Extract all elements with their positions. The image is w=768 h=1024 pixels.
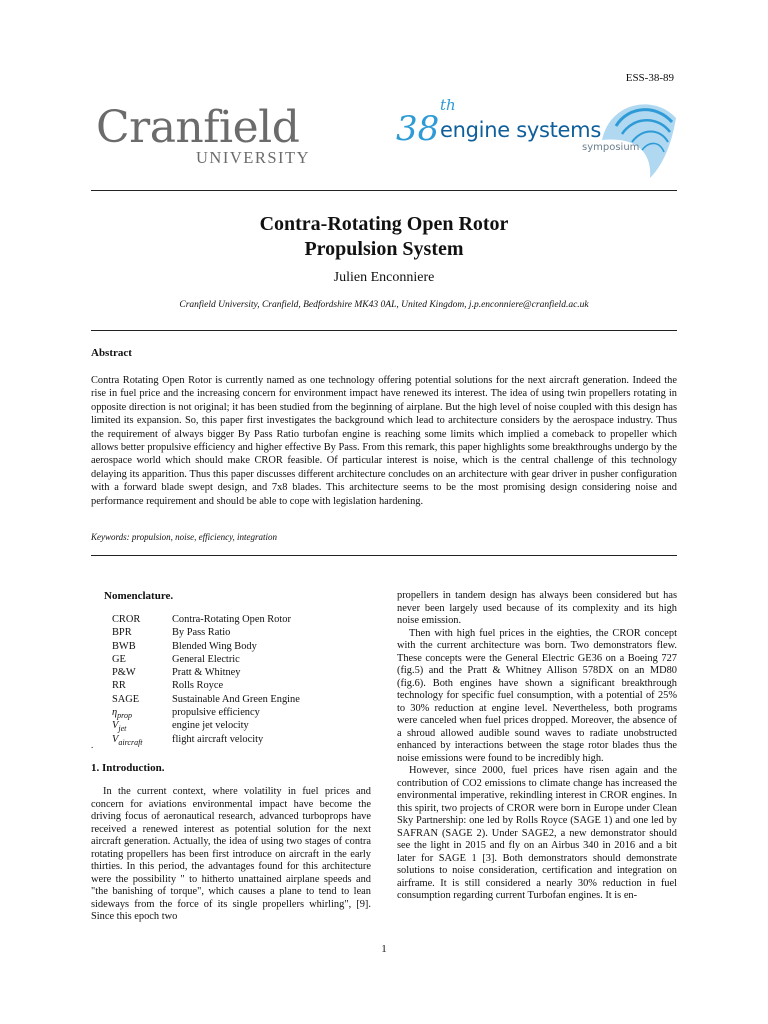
paper-title-line-2: Propulsion System — [304, 238, 464, 260]
symposium-title: engine systems — [440, 118, 601, 142]
symbol-base: V — [112, 733, 119, 745]
nomenclature-definition: Sustainable And Green Engine — [172, 693, 300, 705]
nomenclature-row — [112, 706, 372, 719]
engine-systems-symposium-logo — [396, 96, 678, 180]
symbol-subscript: aircraft — [118, 737, 143, 747]
introduction-heading: 1. Introduction. — [91, 762, 165, 774]
nomenclature-symbol — [112, 679, 172, 692]
symbol-subscript: jet — [118, 724, 127, 734]
left-column-text — [91, 786, 371, 924]
university-wordmark: UNIVERSITY — [196, 148, 310, 167]
nomenclature-heading: Nomenclature. — [104, 590, 174, 602]
nomenclature-symbol — [112, 733, 172, 746]
nomenclature-list — [112, 613, 372, 746]
intro-paragraph: In the current context, where volatility in fuel prices and concern for aviations environmental impact have become the driving focus of aeronautical research, advanced turboprops have received a renewed interest as potential solution for the next aircraft generation. Actually, the idea of using two stages of contra rotating propellers has been first introduce on aircraft in the early thirties. In this period, the advantages found for this architecture were the possibility " to hitherto unattained airplane speeds and "the banishing of torque", which causes a plane to tend to lean sideways from the force of its single propellers whirling", [9]. Since this epoch two — [91, 786, 371, 922]
author-name: Julien Enconniere — [333, 270, 435, 285]
nomenclature-symbol — [112, 653, 172, 666]
intro-paragraph: Then with high fuel prices in the eighties, the CROR concept with the current architecture was born. Two demonstrators flew. These concepts were the General Electric GE36 on a Boeing 727 (fig.5) and the Pratt & Whitney Allison 578DX on an MD80 (fig.6). Both engines have shown a significant breakthrough technology for specific fuel consumption, with a potential of 25% to 30% reduction at engine level. Nevertheless, both programs were canceled when fuel prices dropped. Moreover, the absence of a shroud allowed audible sound waves to radiate unobstructed enhanced by interactions between the stage rotor blades thus the noise emissions were found to be incredibly high. — [397, 627, 677, 764]
nomenclature-definition: flight aircraft velocity — [172, 733, 264, 745]
nomenclature-row — [112, 613, 372, 626]
abstract-heading: Abstract — [91, 347, 132, 359]
nomenclature-definition: propulsive efficiency — [172, 707, 260, 719]
nomenclature-row — [112, 693, 372, 706]
nomenclature-symbol — [112, 719, 172, 732]
abstract-text: Contra Rotating Open Rotor is currently named as one technology offering potential solutions for the next aircraft generation. Indeed the rise in fuel price and the increasing concern for environment impact have renewed its interest. The idea of using twin propellers rotating in opposite direction is not original; it has been studied from the beginning of airplane. But the high level of noise coupled with this design has limited its expansion. So, this paper first investigates the background which lead to architecture considers by the aerospace industry. Thus the requirement of always bigger By Pass Ratio turbofan engine is reaching some limits which implied a comeback to propeller which allows better propulsive efficiency and higher effective By Pass. From this remark, this paper highlights some breakthroughs undergo by the aerospace world which should make CROR feasible. Of particular interest is noise, which is the central challenge of this technology delaying its apparition. Thus this paper discusses different architecture concludes on an architecture with gear driver in pusher configuration with a forward blade swept design, and 7x8 blades. This architecture seems to be the most promising design considering noise and performance requirement and should be able to cope with legislation hardening. — [91, 375, 677, 507]
symbol-base: BWB — [112, 640, 136, 652]
nomenclature-definition: Pratt & Whitney — [172, 667, 241, 679]
symbol-base: BPR — [112, 627, 132, 639]
cranfield-wordmark: Cranfield — [96, 102, 300, 153]
symbol-base: P&W — [112, 667, 136, 679]
nomenclature-row — [112, 653, 372, 666]
nomenclature-row — [112, 626, 372, 639]
abstract-divider — [91, 555, 677, 556]
keywords: Keywords: propulsion, noise, efficiency, integration — [91, 532, 278, 542]
intro-paragraph: However, since 2000, fuel prices have risen again and the contribution of CO2 emissions to climate change has increased the environmental imperative, rekindling interest in CROR engines. In this spirit, two projects of CROR were born in Europe under Clean Sky Partnership: one led by Rolls Royce (SAGE 1) and one led by SAFRAN (SAGE 2). Under SAGE2, a new demonstrator should see the light in 2015 and fly on an Airbus 340 in 2016 and a bit later for SAGE 1 [3]. Both demonstrators should demonstrate solutions to noise consideration, certification and integration on airframe. It is still considered a nearly 30% reduction in fuel consumption regarding current Turbofan engines. It is en- — [397, 765, 677, 901]
symbol-base: η — [112, 707, 118, 719]
symbol-base: GE — [112, 653, 126, 665]
nomenclature-row — [112, 733, 372, 746]
nomenclature-definition: engine jet velocity — [172, 720, 249, 732]
symposium-swirl-icon — [592, 96, 678, 180]
nomenclature-trailing-mark: . — [91, 740, 94, 750]
affiliation-divider — [91, 330, 677, 331]
symbol-base: V — [112, 720, 119, 732]
right-column-text — [397, 590, 677, 903]
nomenclature-symbol — [112, 706, 172, 719]
nomenclature-symbol — [112, 640, 172, 653]
page-number: 1 — [381, 943, 387, 955]
nomenclature-definition: Blended Wing Body — [172, 640, 257, 652]
nomenclature-symbol — [112, 626, 172, 639]
header-divider — [91, 190, 677, 191]
intro-paragraph-continued: propellers in tandem design has always been considered but has never been largely used because of its complexity and its high noise emission. — [397, 590, 677, 626]
nomenclature-definition: Contra-Rotating Open Rotor — [172, 614, 291, 625]
nomenclature-definition: Rolls Royce — [172, 680, 224, 692]
nomenclature-symbol — [112, 613, 172, 626]
nomenclature-row — [112, 679, 372, 692]
nomenclature-row — [112, 640, 372, 653]
nomenclature-row — [112, 666, 372, 679]
cranfield-university-logo — [96, 102, 346, 170]
nomenclature-symbol — [112, 693, 172, 706]
symbol-base: CROR — [112, 614, 141, 625]
symposium-ordinal: th — [440, 96, 456, 114]
nomenclature-definition: General Electric — [172, 653, 240, 665]
nomenclature-definition: By Pass Ratio — [172, 627, 231, 639]
paper-code: ESS-38-89 — [625, 72, 674, 84]
symbol-base: SAGE — [112, 693, 140, 705]
symbol-subscript: prop — [117, 711, 132, 721]
nomenclature-symbol — [112, 666, 172, 679]
author-affiliation: Cranfield University, Cranfield, Bedfordshire MK43 0AL, United Kingdom, j.p.enconniere@cranfield.ac.uk — [179, 300, 589, 310]
symposium-subtitle: symposium — [582, 142, 640, 153]
paper-title-line-1: Contra-Rotating Open Rotor — [259, 213, 509, 235]
nomenclature-row — [112, 719, 372, 732]
symposium-number: 38 — [396, 109, 440, 149]
symbol-base: RR — [112, 680, 126, 692]
